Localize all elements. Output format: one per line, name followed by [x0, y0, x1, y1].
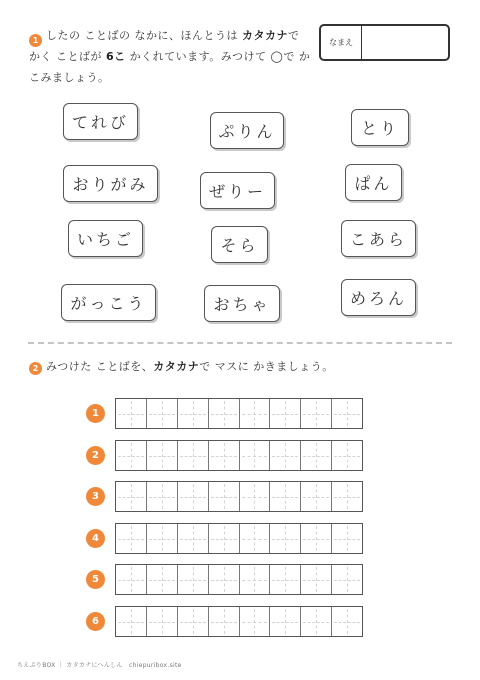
answer-row-number: 1 [86, 404, 105, 423]
grid-cell[interactable] [147, 482, 178, 511]
name-field[interactable] [362, 26, 448, 59]
grid-cell[interactable] [116, 482, 147, 511]
answer-grid-row[interactable] [115, 481, 363, 512]
grid-cell[interactable] [209, 482, 240, 511]
grid-cell[interactable] [240, 482, 271, 511]
grid-cell[interactable] [209, 524, 240, 553]
word-card[interactable]: がっこう [61, 284, 156, 321]
grid-cell[interactable] [147, 441, 178, 470]
answer-grid-row[interactable] [115, 398, 363, 429]
grid-cell[interactable] [240, 565, 271, 594]
grid-cell[interactable] [116, 524, 147, 553]
word-card[interactable]: ぱん [345, 164, 402, 201]
grid-cell[interactable] [240, 524, 271, 553]
section-divider [28, 342, 452, 344]
answer-grid-row[interactable] [115, 564, 363, 595]
grid-cell[interactable] [301, 565, 332, 594]
instruction-line-3: こみましょう。 [29, 71, 110, 84]
grid-cell[interactable] [178, 399, 209, 428]
grid-cell[interactable] [178, 482, 209, 511]
word-card[interactable]: とり [351, 109, 409, 146]
word-card[interactable]: てれび [63, 103, 138, 140]
word-card[interactable]: こあら [341, 220, 416, 257]
word-card[interactable]: いちご [68, 220, 143, 257]
word-card[interactable]: めろん [341, 279, 416, 316]
grid-cell[interactable] [301, 524, 332, 553]
answer-grid-row[interactable] [115, 523, 363, 554]
grid-cell[interactable] [301, 399, 332, 428]
grid-cell[interactable] [147, 524, 178, 553]
grid-cell[interactable] [270, 524, 301, 553]
grid-cell[interactable] [147, 399, 178, 428]
grid-cell[interactable] [147, 565, 178, 594]
grid-cell[interactable] [240, 399, 271, 428]
grid-cell[interactable] [270, 441, 301, 470]
grid-cell[interactable] [147, 607, 178, 636]
grid-cell[interactable] [270, 482, 301, 511]
section1-number-badge: 1 [29, 34, 42, 47]
grid-cell[interactable] [116, 607, 147, 636]
grid-cell[interactable] [301, 607, 332, 636]
grid-cell[interactable] [301, 482, 332, 511]
grid-cell[interactable] [240, 607, 271, 636]
grid-cell[interactable] [332, 524, 362, 553]
grid-cell[interactable] [178, 441, 209, 470]
answer-row-number: 5 [86, 570, 105, 589]
word-card[interactable]: おりがみ [63, 165, 158, 202]
grid-cell[interactable] [178, 607, 209, 636]
instruction-line-2: かく ことばが 6こ かくれています。みつけて ◯で か [29, 50, 311, 63]
name-box [319, 24, 450, 61]
grid-cell[interactable] [116, 565, 147, 594]
answer-row-number: 6 [86, 612, 105, 631]
grid-cell[interactable] [178, 565, 209, 594]
grid-cell[interactable] [270, 399, 301, 428]
grid-cell[interactable] [301, 441, 332, 470]
grid-cell[interactable] [209, 399, 240, 428]
answer-grid-row[interactable] [115, 440, 363, 471]
grid-cell[interactable] [332, 441, 362, 470]
grid-cell[interactable] [332, 399, 362, 428]
word-card[interactable]: そら [211, 226, 268, 263]
grid-cell[interactable] [178, 524, 209, 553]
word-card[interactable]: おちゃ [204, 285, 280, 322]
section2-number-badge: 2 [29, 362, 42, 375]
answer-row-number: 2 [86, 446, 105, 465]
grid-cell[interactable] [270, 607, 301, 636]
instruction-line-1: したの ことばの なかに、ほんとうは カタカナで [46, 29, 300, 42]
answer-grid-row[interactable] [115, 606, 363, 637]
word-card[interactable]: ぜりー [200, 172, 275, 209]
answer-row-number: 4 [86, 529, 105, 548]
answer-row-number: 3 [86, 487, 105, 506]
grid-cell[interactable] [332, 482, 362, 511]
grid-cell[interactable] [209, 441, 240, 470]
footer-credit: ちえぷりBOX ｜ カタカナにへんしん chiepuribox.site [17, 662, 182, 669]
grid-cell[interactable] [116, 399, 147, 428]
grid-cell[interactable] [270, 565, 301, 594]
section2-instruction: みつけた ことばを、カタカナで マスに かきましょう。 [46, 360, 334, 373]
section1-instruction [29, 25, 316, 88]
name-label: なまえ [329, 38, 353, 47]
grid-cell[interactable] [116, 441, 147, 470]
grid-cell[interactable] [209, 607, 240, 636]
grid-cell[interactable] [332, 565, 362, 594]
word-card[interactable]: ぷりん [210, 112, 284, 149]
grid-cell[interactable] [240, 441, 271, 470]
grid-cell[interactable] [332, 607, 362, 636]
grid-cell[interactable] [209, 565, 240, 594]
